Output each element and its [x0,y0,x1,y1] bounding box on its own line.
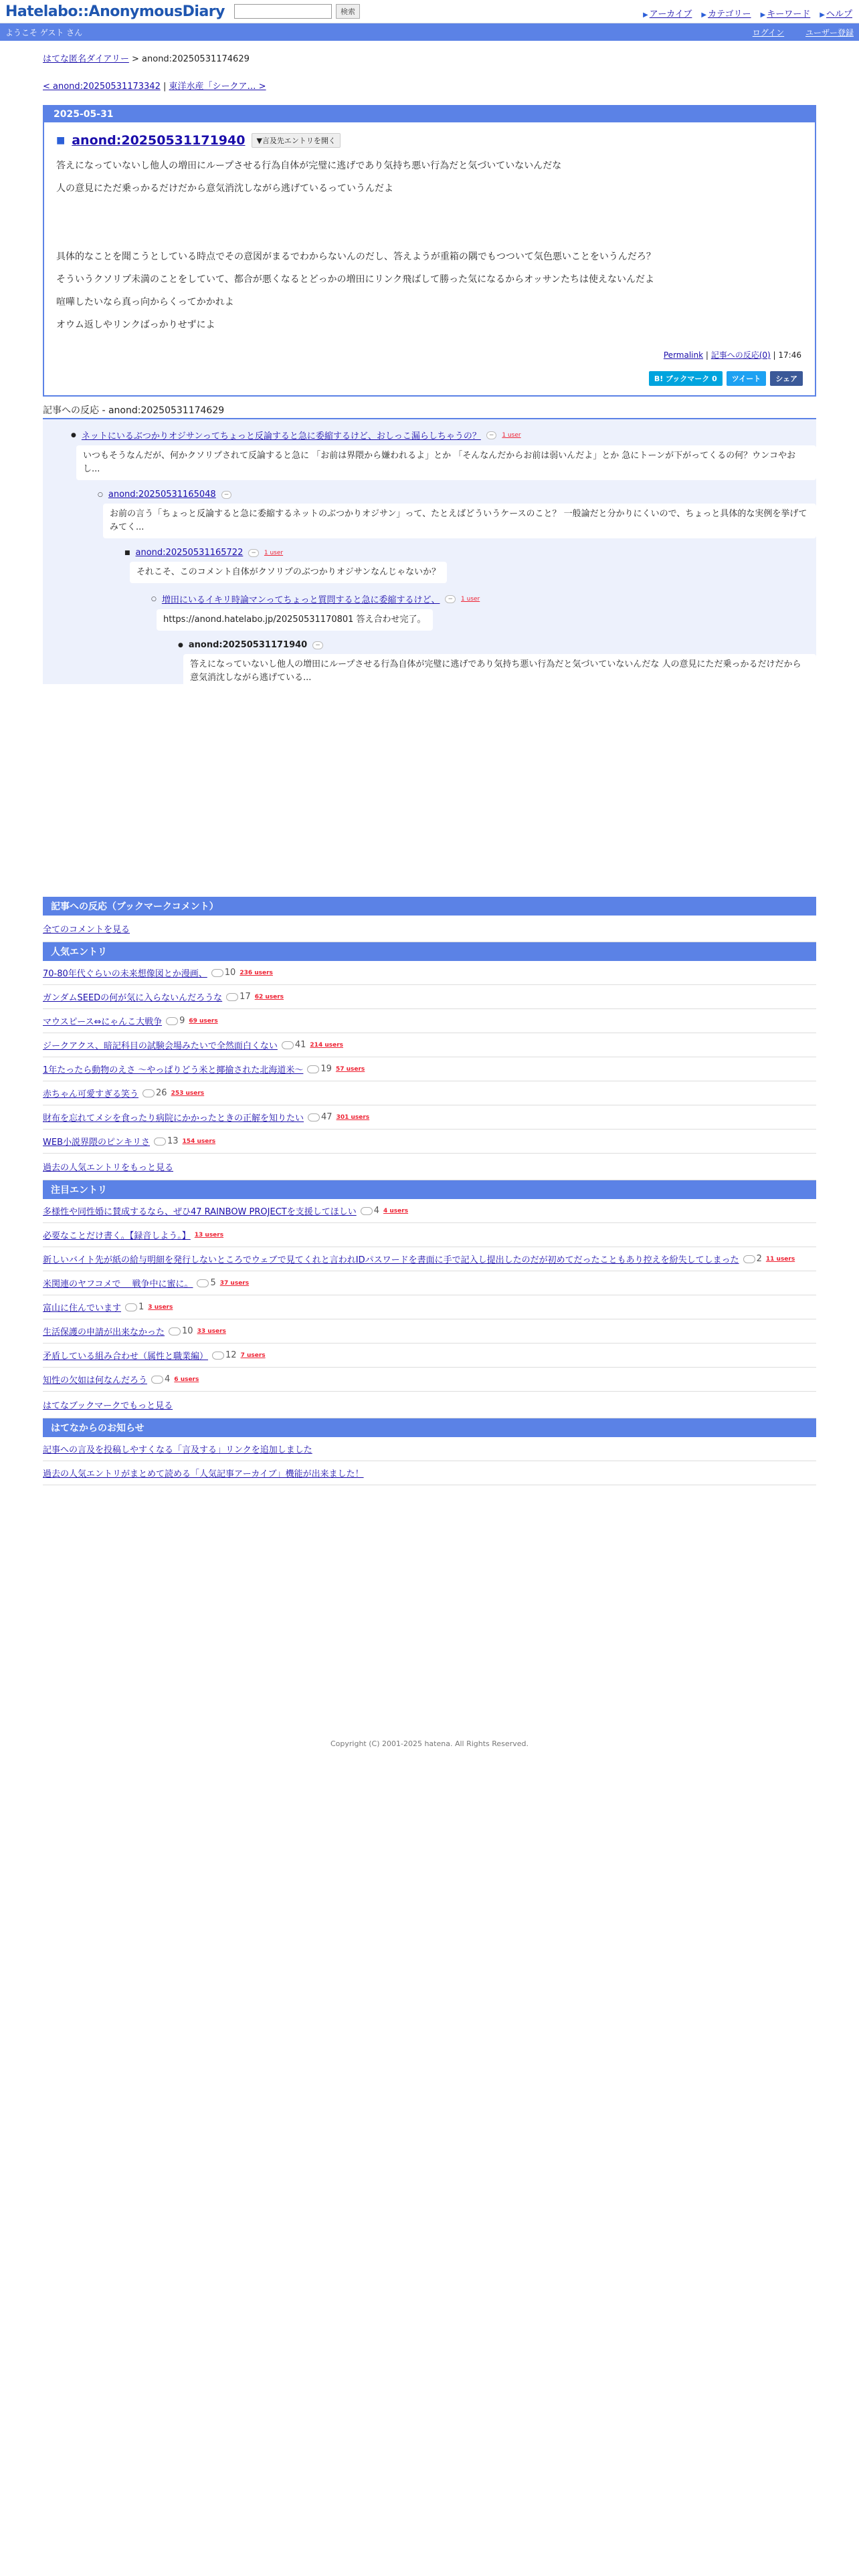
comment-count[interactable] [142,1088,167,1098]
comment-count[interactable] [125,1302,144,1312]
users-count[interactable]: 11 users [765,1255,795,1263]
reaction-excerpt: それこそ、このコメント自体がクソリプのぶつかりオジサンなんじゃないか？ [130,562,447,583]
reaction-link[interactable]: 増田にいるイキリ時論マンってちょっと質問すると急に委縮するけど、 [161,595,440,605]
popular-item-link[interactable]: マウスピース⇔にゃんこ大戦争 [43,1017,163,1027]
popular-item-link[interactable]: WEB小説界隈のピンキリさ [43,1138,150,1148]
register-link[interactable]: ユーザー登録 [805,27,854,37]
notice-link[interactable]: 過去の人気エントリがまとめて読める「人気記事アーカイブ」機能が出来ました！ [43,1469,364,1479]
users-count[interactable]: 1 user [264,549,284,556]
comment-count[interactable] [307,1064,332,1074]
comment-bubble-icon [169,1327,181,1335]
comment-count-value: 41 [294,1040,306,1050]
bullet-icon: ○ [98,491,103,498]
entry-footer: Permalink | 記事への反応(0) | 17:46 [663,350,801,360]
comment-count-value: 19 [320,1064,332,1074]
comment-bubble-icon [211,969,223,977]
share-buttons [649,371,803,386]
comment-bubble-icon [125,1303,137,1311]
users-count[interactable]: 69 users [189,1017,218,1025]
permalink-link[interactable]: Permalink [663,350,704,360]
attention-item [43,1368,816,1392]
attention-item [43,1319,816,1344]
reaction-header [178,640,816,650]
triangle-right-icon: ▶ [643,11,648,19]
users-count[interactable]: 57 users [335,1065,365,1073]
comment-count[interactable] [308,1112,332,1122]
breadcrumb-home[interactable]: はてな匿名ダイアリー [43,54,129,64]
entry-paragraph [56,204,803,219]
nav-help[interactable] [820,7,852,19]
notice-item [43,1437,816,1461]
pager [43,79,816,92]
comment-bubble-icon [308,1113,320,1121]
comment-count[interactable] [226,992,251,1002]
reactions-link[interactable]: 記事への反応(0) [710,350,771,360]
attention-item-link[interactable]: 富山に住んでいます [43,1303,122,1313]
reaction-header [124,548,816,558]
comment-count-value: 9 [179,1016,185,1026]
reaction-link[interactable]: anond:20250531165048 [108,490,216,500]
reaction-tree [43,419,816,684]
reaction-node [151,593,816,640]
toggle-icon[interactable]: − [221,491,232,499]
attention-item [43,1295,816,1319]
comment-count[interactable] [211,968,236,978]
comment-count[interactable] [151,1374,170,1384]
triangle-right-icon: ▶ [701,11,707,19]
comment-bubble-icon [361,1207,373,1215]
comment-count[interactable] [282,1040,306,1050]
popular-item-link[interactable]: 1年たったら動物のえさ 〜やっぱりどう米と揶揄された北海道米〜 [43,1065,304,1075]
notice-link[interactable]: 記事への言及を投稿しやすくなる「言及する」リンクを追加しました [43,1445,312,1455]
breadcrumb-current: anond:20250531174629 [142,54,250,64]
popular-item [43,961,816,985]
popular-more-link[interactable]: 過去の人気エントリをもっと見る [43,1163,174,1173]
ad-space [43,684,816,897]
attention-item-link[interactable]: 生活保護の申請が出来なかった [43,1327,165,1337]
entry-paragraph [56,227,803,241]
main-content [43,41,816,1748]
popular-item-link[interactable]: 70-80年代ぐらいの未来想像図とか漫画、 [43,969,207,979]
entry-title[interactable]: anond:20250531171940 [72,133,246,148]
reaction-node [124,548,816,593]
attention-item-link[interactable]: 必要なことだけ書く。【録音しよう。】 [43,1231,191,1241]
reaction-node [98,490,816,538]
comment-bubble-icon [743,1255,755,1263]
attention-item [43,1199,816,1223]
comment-count-value: 47 [321,1112,332,1122]
users-count[interactable]: 214 users [310,1041,344,1049]
reaction-excerpt: いつもそうなんだが、何かクソリプされて反論すると急に 「お前は界隈から嫌われるよ」とか 「そんなんだからお前は弱いんだよ」とか 急にトーンが下がってくるの何？ウンコやおし... [76,445,816,480]
tweet-button[interactable]: ツイート [727,371,766,386]
comment-count-value: 4 [165,1374,171,1384]
nav-help-link[interactable]: ヘルプ [826,9,852,19]
reaction-node [178,640,816,689]
users-count[interactable]: 13 users [194,1231,224,1239]
attention-item [43,1223,816,1247]
reaction-node [71,429,816,480]
entry-paragraph: 喧嘩したいなら真っ向からくってかかれよ [56,297,234,308]
entry-paragraph: そういうクソリプ未満のことをしていて、都合が悪くなるとどっかの増田にリンク飛ばして勝った気になるからオッサンたちは使えないんだよ [56,274,655,285]
comment-count[interactable] [197,1278,215,1288]
comment-bubble-icon [166,1017,178,1025]
breadcrumb [43,51,816,64]
entry-paragraph: オウム返しやリンクばっかりせずによ [56,320,215,330]
bookmark-button[interactable]: B! ブックマーク 0 [649,371,723,386]
comment-count-value: 5 [210,1278,216,1288]
attention-item-link[interactable]: 矛盾している組み合わせ（属性と職業編） [43,1352,209,1362]
nav-archive-link[interactable]: アーカイブ [649,9,692,19]
comment-bubble-icon [282,1041,294,1049]
reaction-excerpt: お前の言う「ちょっと反論すると急に委縮するネットのぶつかりオジサン」って、たとえばどういうケースのこと？ 一般論だと分かりにくいので、ちょっと具体的な実例を挙げてみてく... [103,504,816,538]
pager-separator: | [163,82,167,92]
users-count[interactable]: 301 users [336,1113,370,1121]
users-count[interactable]: 1 user [502,431,521,439]
attention-more-row [43,1392,816,1418]
reaction-excerpt: 答えになっていないし他人の増田にループさせる行為自体が完璧に逃げであり気持ち悪い行為だと気づいていないんだな 人の意見にただ乗っかるだけだから意気消沈しながら逃げている... [183,654,816,689]
entry-paragraph: 具体的なことを聞こうとしている時点でその意図がまるでわからないんのだし、答えようが重箱の隅でもつついて気色悪いことをいうんだろ？ [56,251,656,262]
comment-bubble-icon [212,1352,224,1360]
comment-count[interactable] [361,1206,379,1216]
attention-item [43,1271,816,1295]
comment-count[interactable] [166,1016,185,1026]
site-logo[interactable]: Hatelabo::AnonymousDiary [5,3,225,20]
nav-archive[interactable] [643,7,692,19]
popular-item-link[interactable]: 財布を忘れてメシを食ったり病院にかかったときの正解を知りたい [43,1113,304,1123]
comment-bubble-icon [226,993,238,1001]
popular-item [43,1081,816,1105]
toggle-icon[interactable]: − [486,431,497,439]
reaction-header [98,490,816,500]
attention-list [43,1199,816,1392]
comment-bubble-icon [151,1376,163,1384]
users-count[interactable]: 236 users [240,969,273,976]
copyright: Copyright (C) 2001-2025 hatena. All Rights Reserved. [330,1739,529,1748]
comment-bubble-icon [154,1138,166,1146]
comment-count[interactable] [212,1350,237,1360]
popular-item-link[interactable]: 赤ちゃん可愛すぎる笑う [43,1089,139,1099]
attention-more-link[interactable]: はてなブックマークでもっと見る [43,1401,173,1411]
bullet-icon: ● [178,641,183,649]
entry-header [56,133,803,148]
search-form [234,4,360,19]
nav-keyword-link[interactable]: キーワード [767,9,811,19]
users-count[interactable]: 253 users [171,1089,205,1097]
comment-bubble-icon [307,1065,319,1073]
breadcrumb-separator: > [131,54,139,64]
user-bar [0,23,859,41]
nav-keyword[interactable] [761,7,811,19]
popular-item [43,1105,816,1130]
toggle-icon[interactable]: − [248,549,259,557]
square-icon: ■ [56,135,66,146]
bullet-icon: ● [71,431,76,439]
next-entry-link[interactable]: 東洋水産「シークア… > [169,82,266,92]
users-count[interactable]: 4 users [383,1207,409,1214]
login-link[interactable]: ログイン [752,27,785,37]
toggle-icon[interactable]: − [312,641,323,649]
open-referenced-button[interactable]: ▼言及先エントリを開く [252,133,340,148]
nav-category-link[interactable]: カテゴリー [708,9,751,19]
attention-item-link[interactable]: 知性の欠如は何なんだろう [43,1376,148,1386]
top-bar [0,0,859,23]
nav-category[interactable] [701,7,751,19]
reaction-header [151,593,816,605]
comment-count-value: 26 [156,1088,167,1098]
reaction-header [71,429,816,441]
popular-item [43,1057,816,1081]
entry-paragraph: 答えになっていないし他人の増田にループさせる行為自体が完璧に逃げであり気持ち悪い行為だと気づいていないんだな [56,160,562,171]
notice-header: はてなからのお知らせ [43,1418,816,1437]
comment-bubble-icon [197,1279,209,1287]
comment-count-value: 12 [225,1350,237,1360]
comment-count-value: 13 [167,1136,179,1146]
comment-count-value: 17 [240,992,251,1002]
attention-item-link[interactable]: 多様性や同性婚に賛成するなら、ぜひ47 RAINBOW PROJECTを支援してほしい [43,1207,357,1217]
facebook-share-button[interactable]: シェア [770,371,803,386]
popular-header: 人気エントリ [43,942,816,961]
users-count[interactable]: 3 users [148,1303,173,1311]
comment-bubble-icon [142,1089,155,1097]
popular-item [43,1009,816,1033]
all-comments-link[interactable]: 全てのコメントを見る [43,925,130,935]
reactions-title: 記事への反応 - anond:20250531174629 [43,403,816,419]
entry-body [44,122,815,395]
triangle-right-icon: ▶ [820,11,825,19]
comment-count-value: 10 [224,968,236,978]
reaction-link[interactable]: ネットにいるぶつかりオジサンってちょっと反論すると急に委縮するけど、おしっこ漏らしちゃうの？ [81,431,481,441]
attention-item-link[interactable]: 新しいバイト先が紙の給与明細を発行しないところでウェブで見てくれと言われIDパスワードを書面に手で記入し提出したのだが初めてだったこともあり控えを紛失してしまった [43,1255,739,1265]
comment-count-value: 2 [756,1254,762,1264]
triangle-right-icon: ▶ [760,11,766,19]
popular-item-link[interactable]: ガンダムSEEDの何が気に入らないんだろうな [43,993,223,1003]
attention-item [43,1344,816,1368]
comment-count[interactable] [154,1136,179,1146]
search-input[interactable] [234,4,332,19]
users-count[interactable]: 154 users [182,1138,216,1145]
popular-item [43,1130,816,1154]
entry-date: 2025-05-31 [44,106,815,122]
reaction-link[interactable]: anond:20250531165722 [135,548,244,558]
all-comments-row [43,916,816,942]
comment-count-value: 10 [182,1326,193,1336]
notice-item [43,1461,816,1485]
top-nav [643,7,852,19]
users-count[interactable]: 37 users [219,1279,250,1287]
entry-paragraph: 人の意見にただ乗っかるだけだから意気消沈しながら逃げているっていうんだよ [56,183,393,194]
popular-item [43,985,816,1009]
comment-count-value: 4 [373,1206,379,1216]
bullet-icon: ○ [151,595,157,603]
prev-entry-link[interactable]: < anond:20250531173342 [43,82,161,92]
attention-item [43,1247,816,1271]
entry-time: 17:46 [778,350,801,360]
users-count[interactable]: 33 users [197,1327,226,1335]
popular-more-row [43,1154,816,1180]
comment-count[interactable] [743,1254,762,1264]
reaction-excerpt: https://anond.hatelabo.jp/20250531170801 答え合わせ完了。 [157,609,433,631]
users-count[interactable]: 1 user [461,595,480,603]
popular-item-link[interactable]: ジークアクス、暗記科目の試験会場みたいで全然面白くない [43,1041,278,1051]
entry-box [43,105,816,397]
users-count[interactable]: 7 users [240,1352,266,1359]
attention-item-link[interactable]: 米関連のヤフコメで 戦争中に蜜に。 [43,1279,193,1289]
reaction-current: anond:20250531171940 [188,640,308,650]
popular-item [43,1033,816,1057]
comment-count[interactable] [169,1326,193,1336]
toggle-icon[interactable]: − [445,595,456,603]
bookmark-comments-header: 記事への反応（ブックマークコメント） [43,897,816,916]
welcome-text: ようこそ ゲスト さん [5,27,83,37]
comment-count-value: 1 [138,1302,145,1312]
users-count[interactable]: 6 users [174,1376,199,1383]
search-button[interactable]: 検索 [336,4,360,19]
bullet-icon: ■ [124,549,130,556]
popular-list [43,961,816,1154]
users-count[interactable]: 62 users [254,993,284,1000]
attention-header: 注目エントリ [43,1180,816,1199]
